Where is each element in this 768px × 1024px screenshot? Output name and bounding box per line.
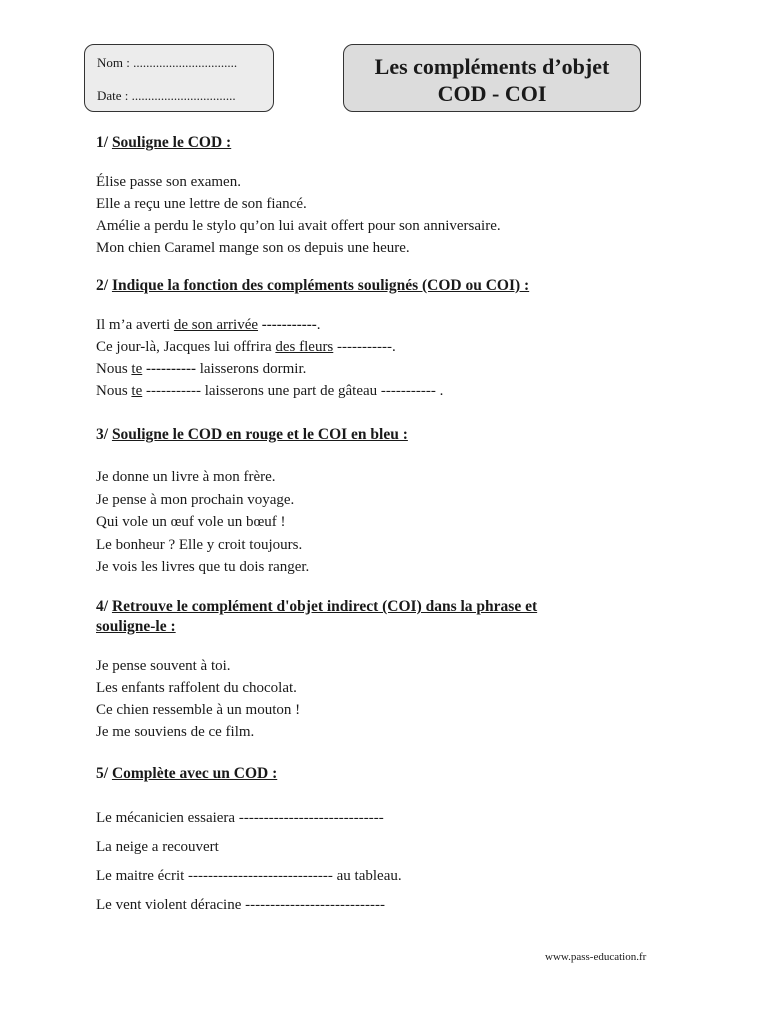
exercise-3-sentences [96,466,656,579]
name-date-box [84,44,274,112]
exercise-instruction-continued: souligne-le : [96,618,176,635]
exercise-5-sentences [96,804,656,920]
exercise-4-sentences [96,655,656,743]
exercise-number: 4/ [96,598,109,615]
sentence: Je pense à mon prochain voyage. [96,491,295,508]
exercise-number: 3/ [96,426,109,443]
sentence [96,314,656,336]
underlined-complement: te [131,361,143,377]
answer-blank: -----------. [333,339,396,355]
sentence-text: Nous [96,361,132,377]
sentence-text: . [316,317,321,333]
title-box [343,44,641,112]
sentence-text: Ce jour-là, Jacques lui offrira [96,339,276,355]
exercise-5 [96,764,656,920]
exercise-3 [96,425,656,579]
footer-url: www.pass-education.fr [545,951,647,963]
sentence-text: ----------- laisserons une part de gâteau ----------- . [142,383,444,399]
sentence: Le maitre écrit ----------------------------- au tableau. [96,868,402,884]
exercise-1 [96,133,656,259]
exercise-instruction: Retrouve le complément d'objet indirect (COI) dans la phrase et [111,598,538,615]
sentence-text: Il m’a averti [96,317,174,333]
exercise-instruction: Souligne le COD : [111,134,232,151]
sentence: Je me souviens de ce film. [96,724,255,740]
underlined-complement: te [131,383,143,399]
sentence: Ce chien ressemble à un mouton ! [96,702,301,718]
exercise-1-sentences [96,171,656,259]
exercise-2 [96,276,656,402]
sentence-text: laisserons dormir. [195,361,307,377]
sentence: Je donne un livre à mon frère. [96,469,276,485]
exercise-1-heading [96,133,656,153]
sentence [96,380,656,402]
sentence: Le bonheur ? Elle y croit toujours. [96,536,303,553]
exercise-instruction: Indique la fonction des compléments soulignés (COD ou COI) : [111,277,530,294]
exercise-4 [96,597,656,743]
exercise-number: 2/ [96,277,109,294]
exercise-2-heading [96,276,656,296]
sentence: Le mécanicien essaiera ----------------------------- [96,810,384,826]
sentence: La neige a recouvert [96,839,219,855]
sentence [96,358,656,380]
exercise-2-sentences [96,314,656,402]
sentence [96,336,656,358]
sentence: Élise passe son examen. [96,174,241,190]
underlined-complement: des fleurs [275,339,334,355]
sentence: Les enfants raffolent du chocolat. [96,680,297,696]
date-field: Date : ................................ [97,88,236,103]
sentence: Elle a reçu une lettre de son fiancé. [96,196,307,212]
exercise-instruction: Complète avec un COD : [111,765,278,782]
exercise-number: 1/ [96,134,109,151]
sentence: Le vent violent déracine ---------------------------- [96,897,385,913]
sentence-text: Nous [96,383,132,399]
underlined-complement: de son arrivée [173,317,259,333]
page-title: Les compléments d’objet [374,54,610,79]
sentence: Je pense souvent à toi. [96,658,231,674]
exercise-instruction: Souligne le COD en rouge et le COI en bleu : [111,426,408,443]
exercise-4-heading [96,597,656,637]
exercise-3-heading [96,425,656,445]
page-subtitle: COD - COI [437,81,547,106]
sentence: Amélie a perdu le stylo qu’on lui avait offert pour son anniversaire. [96,218,501,234]
sentence: Mon chien Caramel mange son os depuis une heure. [96,240,410,256]
answer-blank: ----------- [258,317,317,333]
sentence: Je vois les livres que tu dois ranger. [96,559,310,575]
sentence: Qui vole un œuf vole un bœuf ! [96,514,286,530]
exercise-5-heading [96,764,656,784]
answer-blank: ---------- [142,361,196,377]
name-field: Nom : ................................ [97,55,238,70]
exercise-number: 5/ [96,765,109,782]
